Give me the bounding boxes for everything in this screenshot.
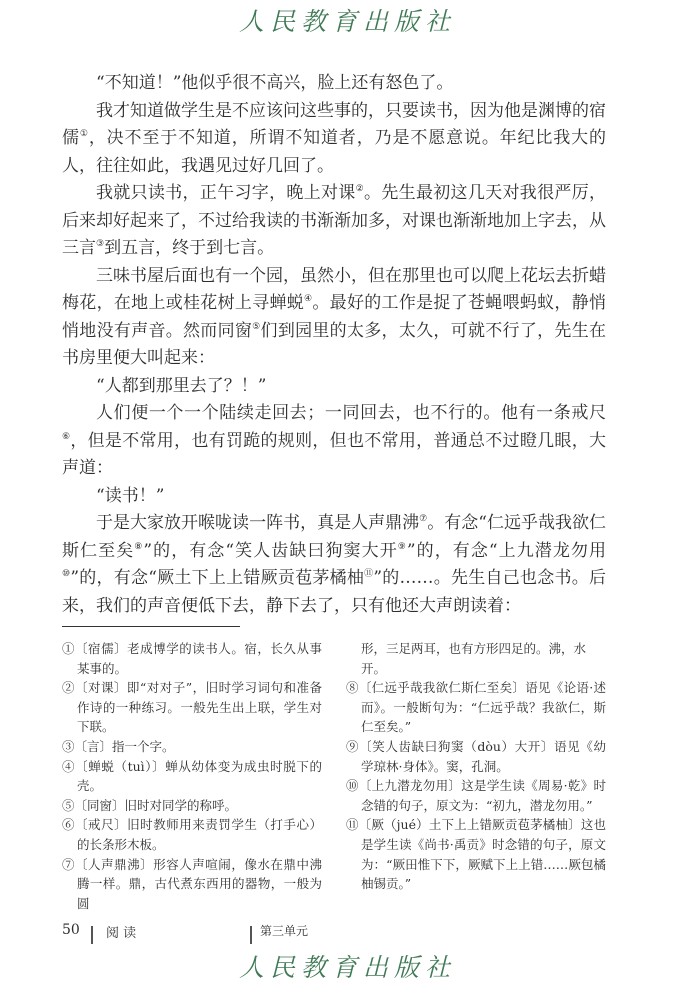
paragraph bbox=[62, 263, 606, 373]
footnote bbox=[346, 815, 606, 893]
footnote-ref: ⑧ bbox=[134, 541, 144, 552]
footnote-num: ② bbox=[62, 680, 75, 696]
footnote-num: ③ bbox=[62, 738, 75, 754]
footnote-ref: ③ bbox=[96, 239, 105, 249]
publisher-logo-bottom: 人民教育出版社 bbox=[238, 953, 456, 982]
footnote-text: 即“对对子”，旧时学习词句和准备作诗的一种练习。一般先生出上联，学生对下联。 bbox=[77, 680, 322, 735]
footnote-term: 〔仁远乎哉我欲仁斯仁至矣〕 bbox=[358, 680, 526, 696]
paragraph bbox=[62, 70, 606, 98]
footnote-text: 旧时对同学的称呼。 bbox=[124, 797, 238, 813]
footnote-7-continued: 形，三足两耳，也有方形四足的。沸，水开。 bbox=[361, 641, 587, 676]
footnote bbox=[346, 776, 606, 815]
footnote bbox=[346, 678, 606, 737]
paragraph bbox=[62, 373, 606, 401]
footnote-ref: ⑤ bbox=[252, 321, 261, 332]
footer-divider bbox=[250, 926, 252, 944]
paragraph bbox=[62, 483, 606, 511]
footnote-text: 老成博学的读书人。宿，长久从事某事的。 bbox=[77, 641, 322, 676]
footnote-ref: ⑩ bbox=[62, 569, 71, 579]
text-run: 们到园里的太多，太久，可就不行了，先生在书房里便大叫起来： bbox=[62, 320, 606, 368]
text-run: ，决不至于不知道，所谓不知道者，乃是不愿意说。年纪比我大的人，往往如此，我遇见过好几回了。 bbox=[62, 128, 607, 176]
text-run: 到五言，终于到七言。 bbox=[104, 238, 275, 258]
footnote bbox=[62, 678, 322, 737]
footnote-term: 〔戒尺〕 bbox=[75, 817, 128, 833]
footnote-num: ⑩ bbox=[346, 778, 359, 794]
footnote bbox=[62, 796, 322, 816]
footnote bbox=[62, 737, 322, 757]
publisher-logo-top: 人民教育出版社 bbox=[238, 7, 456, 36]
footer-section: 阅 读 bbox=[106, 926, 137, 941]
footnote-term: 〔同窗〕 bbox=[74, 797, 125, 813]
footnote-ref: ⑪ bbox=[364, 569, 374, 579]
footnote-text: 旧时教师用来责罚学生（打手心）的长条形木板。 bbox=[77, 817, 322, 852]
text-run: ”的，有念“上九潜龙勿用 bbox=[406, 540, 606, 561]
footnote-term: 〔对课〕 bbox=[74, 680, 127, 696]
footnotes-left-column bbox=[62, 639, 322, 913]
body-text bbox=[62, 70, 606, 620]
footnote-num: ⑪ bbox=[346, 817, 359, 833]
footnote-num: ⑧ bbox=[346, 680, 359, 696]
paragraph bbox=[62, 510, 606, 620]
text-run: ”的，有念“笑人齿缺曰狗窦大开 bbox=[143, 540, 398, 561]
text-run: 。最好的工作是捉了苍蝇喂蚂蚁，静悄悄地没有声音。然而同窗 bbox=[62, 293, 606, 341]
footnote-ref: ② bbox=[355, 184, 365, 194]
footnotes-right-column bbox=[346, 639, 606, 894]
footnote-text: 语见《论语·述而》。一般断句为：“仁远乎哉？我欲仁，斯仁至矣。” bbox=[361, 680, 606, 735]
footnote-ref: ① bbox=[79, 129, 89, 139]
text-run: 。先生最初这几天对我很严厉，后来却好起来了，不过给我读的书渐渐加多，对课也渐渐地加上字去，从三言 bbox=[62, 183, 607, 258]
text-run: “人都到那里去了？！” bbox=[96, 375, 267, 396]
footnote-ref: ⑦ bbox=[419, 514, 428, 524]
text-run: 。有念“仁远乎哉我欲仁斯仁至矣 bbox=[62, 513, 606, 561]
text-run: 于是大家放开喉咙读一阵书，真是人声鼎沸 bbox=[96, 513, 420, 533]
footnote bbox=[62, 639, 322, 678]
footnote-term: 〔宿儒〕 bbox=[75, 641, 128, 656]
footnote-term: 〔人声鼎沸〕 bbox=[75, 856, 154, 872]
page-number: 50 bbox=[62, 922, 80, 938]
footnote-ref: ⑨ bbox=[397, 541, 407, 552]
text-run: ”的，有念“厥土下上上错厥贡苞茅橘柚 bbox=[70, 568, 365, 588]
footnote-divider bbox=[62, 626, 240, 627]
footnote-ref: ④ bbox=[304, 294, 313, 304]
footnote-text: 蝉从幼体变为成虫时脱下的壳。 bbox=[77, 758, 322, 794]
footnote-text: 语见《幼学琼林·身体》。窦，孔洞。 bbox=[361, 738, 606, 774]
footnote bbox=[62, 757, 322, 796]
footnote-term: 〔上九潜龙勿用〕 bbox=[358, 778, 462, 794]
footnote-term: 〔笑人齿缺曰狗窦（dòu）大开〕 bbox=[359, 738, 555, 754]
text-run: “读书！” bbox=[96, 485, 165, 506]
text-run: ，但是不常用，也有罚跪的规则，但也不常用，普通总不过瞪几眼，大声道： bbox=[62, 430, 606, 478]
footnote-num: ⑥ bbox=[62, 817, 76, 833]
text-run: ”的……。先生自己也念书。后来，我们的声音便低下去，静下去了，只有他还大声朗读着： bbox=[62, 568, 606, 616]
text-run: 我才知道做学生是不应该问这些事的，只要读书，因为他是渊博的宿儒 bbox=[62, 100, 606, 148]
footnote-term: 〔厥（jué）土下上上错厥贡苞茅橘柚〕 bbox=[358, 817, 581, 833]
footnote bbox=[346, 737, 606, 776]
footnote-term: 〔蝉蜕（tuì）〕 bbox=[75, 758, 166, 774]
footnote-text: 指一个字。 bbox=[112, 738, 175, 754]
footnote-term: 〔言〕 bbox=[74, 738, 113, 754]
footnote-num: ⑨ bbox=[346, 738, 360, 754]
footnote bbox=[62, 855, 322, 914]
footnote-text: 形容人声喧闹，像水在鼎中沸腾一样。鼎，古代煮东西用的器物，一般为圆 bbox=[77, 856, 322, 911]
paragraph bbox=[62, 400, 606, 483]
text-run: 人们便一个一个陆续走回去；一同回去，也不行的。他有一条戒尺 bbox=[96, 403, 606, 423]
footnote bbox=[62, 815, 322, 854]
footer-unit: 第三单元 bbox=[260, 924, 309, 938]
text-run: 我就只读书，正午习字，晚上对课 bbox=[96, 183, 356, 203]
footnote-text: 这是学生读《周易·乾》时念错的句子，原文为：“初九，潜龙勿用。” bbox=[361, 778, 606, 813]
footnote-ref: ⑥ bbox=[62, 431, 71, 442]
paragraph bbox=[62, 98, 606, 181]
footnote-text: 这也是学生读《尚书·禹贡》时念错的句子，原文为：“厥田惟下下，厥赋下上上错……厥包橘柚锡贡。” bbox=[361, 817, 606, 892]
text-run: “不知道！”他似乎很不高兴，脸上还有怒色了。 bbox=[96, 73, 454, 93]
text-run: 三味书屋后面也有一个园，虽然小，但在那里也可以爬上花坛去折蜡梅花，在地上或桂花树上寻蝉蜕 bbox=[62, 265, 606, 313]
footnote-num: ⑦ bbox=[62, 856, 76, 872]
footnote-num: ⑤ bbox=[62, 797, 75, 813]
footnote-num: ④ bbox=[62, 758, 76, 774]
footnote-num: ① bbox=[62, 641, 76, 656]
footer-divider bbox=[91, 926, 93, 944]
paragraph bbox=[62, 180, 606, 263]
